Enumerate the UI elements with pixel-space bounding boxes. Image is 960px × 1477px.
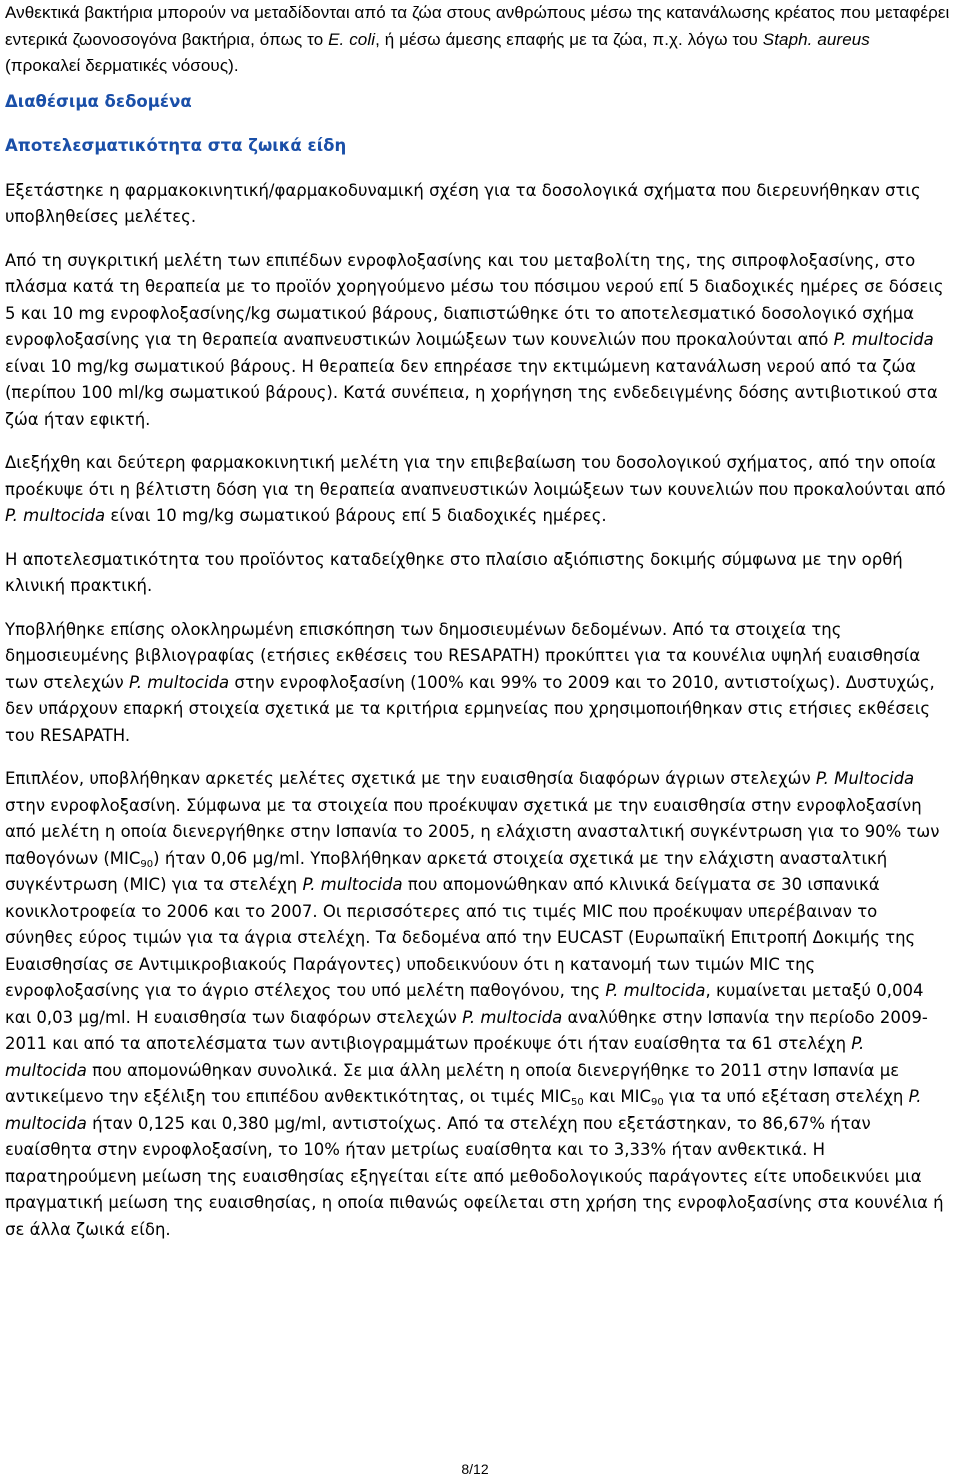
organism-name: P. multocida <box>129 672 230 692</box>
subscript: 90 <box>140 858 154 870</box>
text-segment: για τα υπό εξέταση στελέχη <box>663 1087 909 1106</box>
text-segment: , κυμαίνεται μεταξύ 0,004 και 0,03 μg/ml. Η ευαισθησία των διαφόρων στελεχών <box>5 981 924 1027</box>
text-segment: στην ενροφλοξασίνη (100% και 99% το 2009 και το 2010, αντιστοίχως). Δυστυχώς, δεν υπάρχουν επαρκή στοιχεία σχετικά με τα κριτήρια ερμηνείας που χρησιμοποιήθηκαν στις ετήσιες εκθέσεις του RESAPATH. <box>5 672 935 745</box>
subscript: 90 <box>651 1097 664 1108</box>
document-page <box>5 0 950 1243</box>
subscript: 50 <box>571 1097 584 1108</box>
paragraph-literature-review <box>5 617 950 750</box>
organism-name: P. multocida <box>5 506 106 525</box>
intro-text-2: , ή μέσω άμεσης επαφής με τα ζώα, π.χ. λόγω του <box>375 29 763 49</box>
text-segment: είναι 10 mg/kg σωματικού βάρους. Η θεραπεία δεν επηρέασε την εκτιμώμενη κατανάλωση νερού από τα ζώα (περίπου 100 ml/kg σωματικού βάρους). Κατά συνέπεια, η χορήγηση της ενδεδειγμένης δόσης αντιβιοτικού στα ζώα ήταν εφικτή. <box>5 356 938 429</box>
intro-paragraph <box>5 0 950 80</box>
text-segment: είναι 10 mg/kg σωματικού βάρους επί 5 διαδοχικές ημέρες. <box>105 506 607 525</box>
page-number-text: 8/12 <box>461 1461 489 1477</box>
text-segment: στην ενροφλοξασίνη. Σύμφωνα με τα στοιχεία που προέκυψαν σχετικά με την ευαισθησία στην ενροφλοξασίνη από μελέτη η οποία διενεργήθηκε στην Ισπανία το 2005, η ελάχιστη ανασταλτική συγκέντρωση για το 90% των παθογόνων (MIC <box>5 795 940 868</box>
paragraph-comparative-study <box>5 248 950 434</box>
text-segment: ήταν 0,125 και 0,380 μg/ml, αντιστοίχως. Από τα στελέχη που εξετάστηκαν, το 86,67% ήταν ευαίσθητα στην ενροφλοξασίνη, το 10% ήταν μετρίως ευαίσθητα και το 3,33% ήταν ανθεκτικά. Η παρατηρούμενη μείωση της ευαισθησίας εξηγείται είτε από μεθοδολογικούς παράγοντες είτε υποδεικνύει μια πραγματική μείωση της ευαισθησίας, η οποία πιθανώς οφείλεται στη χρήση της ενροφλοξασίνης στα κουνέλια ή σε άλλα ζωικά είδη. <box>5 1113 944 1239</box>
organism-name: P. multocida <box>833 330 934 349</box>
organism-name: P. multocida <box>5 1034 865 1080</box>
organism-name: P. Multocida <box>815 769 915 788</box>
organism-staph: Staph. aureus <box>762 29 870 49</box>
paragraph-susceptibility-studies <box>5 766 950 1243</box>
text-segment: αναλύθηκε στην Ισπανία την περίοδο 2009-2011 και από τα αποτελέσματα των αντιβιογραμμάτων προέκυψε ότι ήταν ευαίσθητα τα 61 στελέχη <box>5 1007 928 1053</box>
text-segment: Υποβλήθηκε επίσης ολοκληρωμένη επισκόπηση των δημοσιευμένων δεδομένων. Από τα στοιχεία της δημοσιευμένης βιβλιογραφίας (ετήσιες εκθέσεις του RESAPATH) προκύπτει για τα κουνέλια υψηλή ευαισθησία των στελεχών <box>5 619 921 692</box>
text-segment: ) ήταν 0,06 μg/ml. Υποβλήθηκαν αρκετά στοιχεία σχετικά με την ελάχιστη ανασταλτική συγκέντρωση (MIC) για τα στελέχη <box>5 848 888 894</box>
intro-text-1: Ανθεκτικά βακτήρια μπορούν να μεταδίδονται από τα ζώα στους ανθρώπους μέσω της κατανάλωσης κρέατος που μεταφέρει εντερικά ζωονοσογόνα βακτήρια, όπως το <box>5 3 950 49</box>
paragraph-pkpd: Εξετάστηκε η φαρμακοκινητική/φαρμακοδυναμική σχέση για τα δοσολογικά σχήματα που διερευνήθηκαν στις υποβληθείσες μελέτες. <box>5 180 921 226</box>
text-segment: Επιπλέον, υποβλήθηκαν αρκετές μελέτες σχετικά με την ευαισθησία διαφόρων άγριων στελεχών <box>5 769 816 788</box>
organism-name: P. multocida <box>605 981 706 1000</box>
organism-ecoli: E. coli <box>328 29 376 49</box>
paragraph-second-pk-study <box>5 450 950 530</box>
intro-text-3: (προκαλεί δερματικές νόσους). <box>5 56 239 75</box>
text-segment: Διεξήχθη και δεύτερη φαρμακοκινητική μελέτη για την επιβεβαίωση του δοσολογικού σχήματος, από την οποία προέκυψε ότι η βέλτιστη δόση για τη θεραπεία αναπνευστικών λοιμώξεων των κουνελιών που προκαλούνται από <box>5 453 946 499</box>
text-segment: και MIC <box>583 1087 652 1106</box>
heading-available-data: Διαθέσιμα δεδομένα <box>5 91 192 111</box>
paragraph-efficacy-gcp: Η αποτελεσματικότητα του προϊόντος καταδείχθηκε στο πλαίσιο αξιόπιστης δοκιμής σύμφωνα με την ορθή κλινική πρακτική. <box>5 549 903 595</box>
organism-name: P. multocida <box>462 1007 563 1027</box>
text-segment: Από τη συγκριτική μελέτη των επιπέδων ενροφλοξασίνης και του μεταβολίτη της, της σιπροφλοξασίνης, στο πλάσμα κατά τη θεραπεία με το προϊόν χορηγούμενο μέσω του πόσιμου νερού επί 5 διαδοχικές ημέρες σε δόσεις 5 και 10 mg ενροφλοξασίνης/kg σωματικού βάρους, διαπιστώθηκε ότι το αποτελεσματικό δοσολογικό σχήμα ενροφλοξασίνης για τη θεραπεία αναπνευστικών λοιμώξεων των κουνελιών που προκαλούνται από <box>5 250 944 349</box>
text-segment: που απομονώθηκαν από κλινικά δείγματα σε 30 ισπανικά κονικλοτροφεία το 2006 και το 2007. Οι περισσότερες από τις τιμές MIC που προέκυψαν υπερέβαιναν το σύνηθες εύρος τιμών για τα άγρια στελέχη. Τα δεδομένα από την EUCAST (Ευρωπαϊκή Επιτροπή Δοκιμής της Ευαισθησίας σε Αντιμικροβιακούς Παράγοντες) υποδεικνύουν ότι η κατανομή των τιμών MIC της ενροφλοξασίνης για το άγριο στέλεχος του υπό μελέτη παθογόνου, της <box>5 875 916 1000</box>
heading-efficacy: Αποτελεσματικότητα στα ζωικά είδη <box>5 136 347 155</box>
organism-name: P. multocida <box>5 1087 922 1133</box>
text-segment: που απομονώθηκαν συνολικά. Σε μια άλλη μελέτη η οποία διενεργήθηκε το 2011 στην Ισπανία με αντικείμενο την εξέλιξη του επιπέδου ανθεκτικότητας, οι τιμές MIC <box>5 1060 900 1106</box>
organism-name: P. multocida <box>302 875 403 894</box>
